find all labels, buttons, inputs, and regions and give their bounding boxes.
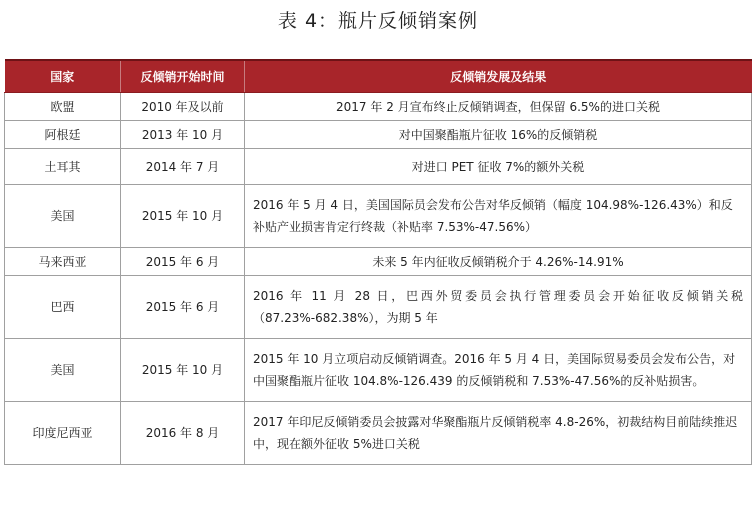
cell-country: 马来西亚 — [5, 248, 121, 276]
cell-country: 美国 — [5, 185, 121, 248]
cell-detail: 2017 年印尼反倾销委员会披露对华聚酯瓶片反倾销税率 4.8-26%，初裁结构目前陆续推迟中，现在额外征收 5%进口关税 — [245, 402, 752, 465]
cell-start: 2015 年 6 月 — [121, 248, 245, 276]
table-row — [5, 248, 752, 276]
cell-detail: 2015 年 10 月立项启动反倾销调查。2016 年 5 月 4 日，美国际贸易委员会发布公告，对中国聚酯瓶片征收 104.8%-126.439 的反倾销税和 7.53%-47.56%的反补贴损害。 — [245, 339, 752, 402]
cell-start: 2013 年 10 月 — [121, 121, 245, 149]
cell-detail: 2016 年 11 月 28 日，巴西外贸委员会执行管理委员会开始征收反倾销关税（87.23%-682.38%），为期 5 年 — [245, 276, 752, 339]
cell-start: 2014 年 7 月 — [121, 149, 245, 185]
cell-detail: 对中国聚酯瓶片征收 16%的反倾销税 — [245, 121, 752, 149]
cell-start: 2015 年 10 月 — [121, 339, 245, 402]
cell-detail: 对进口 PET 征收 7%的额外关税 — [245, 149, 752, 185]
cell-country: 阿根廷 — [5, 121, 121, 149]
cell-country: 土耳其 — [5, 149, 121, 185]
table-row — [5, 121, 752, 149]
table-row — [5, 149, 752, 185]
header-country: 国家 — [5, 60, 121, 93]
table-row — [5, 339, 752, 402]
table-header-row — [5, 60, 752, 93]
cell-country: 巴西 — [5, 276, 121, 339]
header-start-time: 反倾销开始时间 — [121, 60, 245, 93]
cell-country: 美国 — [5, 339, 121, 402]
cell-start: 2010 年及以前 — [121, 93, 245, 121]
anti-dumping-cases-table — [4, 59, 752, 465]
table-row — [5, 402, 752, 465]
cell-detail: 2017 年 2 月宣布终止反倾销调查，但保留 6.5%的进口关税 — [245, 93, 752, 121]
cell-start: 2015 年 10 月 — [121, 185, 245, 248]
cell-start: 2016 年 8 月 — [121, 402, 245, 465]
table-row — [5, 185, 752, 248]
cell-start: 2015 年 6 月 — [121, 276, 245, 339]
header-development-result: 反倾销发展及结果 — [245, 60, 752, 93]
cell-country: 印度尼西亚 — [5, 402, 121, 465]
cell-detail: 2016 年 5 月 4 日，美国国际员会发布公告对华反倾销（幅度 104.98%-126.43%）和反补贴产业损害肯定行终裁（补贴率 7.53%-47.56%） — [245, 185, 752, 248]
table-row — [5, 276, 752, 339]
table-title: 表 4：瓶片反倾销案例 — [277, 10, 479, 32]
cell-country: 欧盟 — [5, 93, 121, 121]
table-row — [5, 93, 752, 121]
cell-detail: 未来 5 年内征收反倾销税介于 4.26%-14.91% — [245, 248, 752, 276]
